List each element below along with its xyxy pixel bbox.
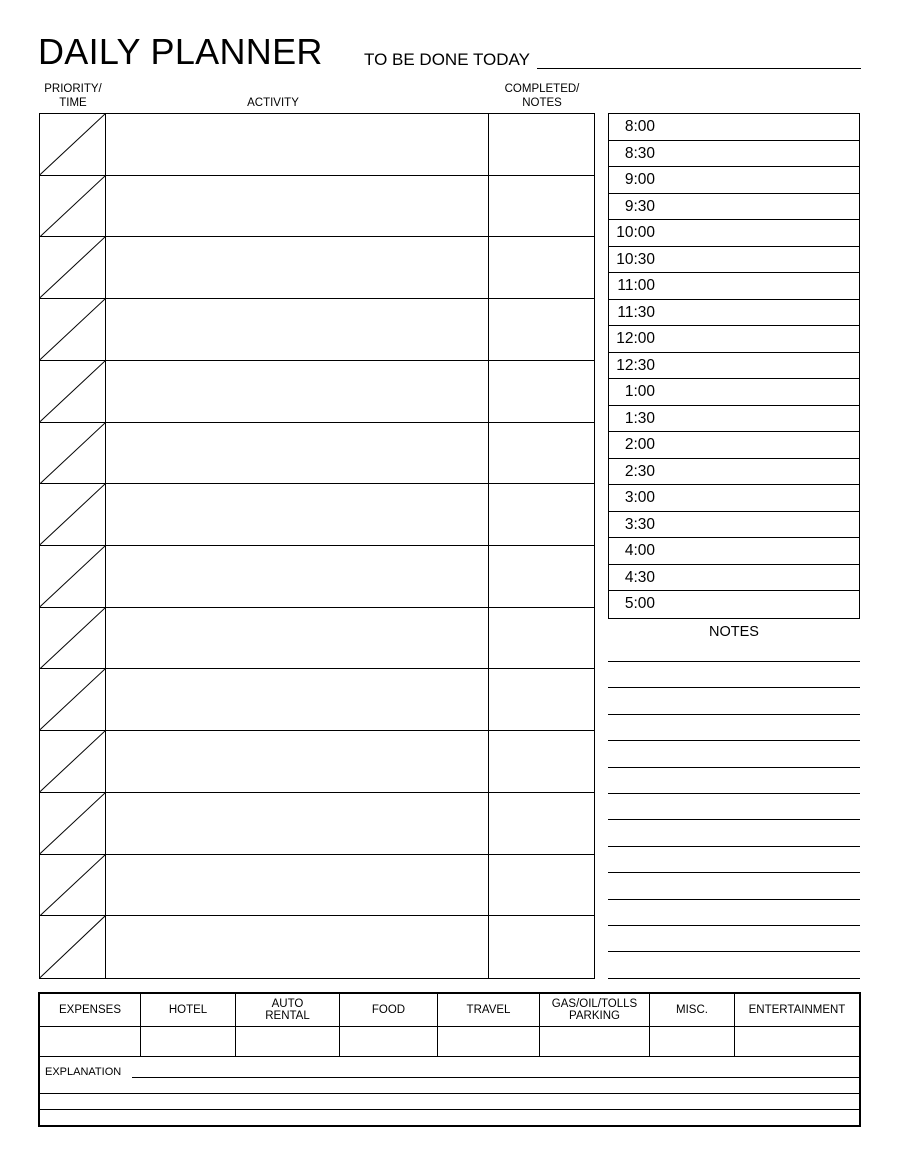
expenses-entry-row	[40, 1027, 859, 1057]
time-slot-label: 8:30	[624, 144, 655, 162]
time-slot-label: 10:00	[616, 224, 655, 241]
completed-notes-cell[interactable]	[489, 916, 594, 978]
activity-cell[interactable]	[106, 114, 489, 175]
time-slot[interactable]	[609, 565, 859, 592]
activity-row	[40, 608, 594, 670]
explanation-write-line[interactable]	[132, 1077, 859, 1078]
expense-amount-cell[interactable]	[438, 1027, 540, 1056]
completed-notes-cell[interactable]	[489, 793, 594, 854]
time-slot[interactable]	[609, 300, 859, 327]
priority-header-line1: PRIORITY/	[44, 83, 102, 95]
notes-write-line[interactable]	[608, 714, 860, 715]
time-slot[interactable]	[609, 512, 859, 539]
time-slot-label: 4:00	[624, 542, 655, 559]
activity-row	[40, 546, 594, 608]
diagonal-divider	[40, 237, 105, 298]
priority-time-cell[interactable]	[40, 176, 106, 237]
completed-notes-cell[interactable]	[489, 176, 594, 237]
activity-row	[40, 793, 594, 855]
completed-notes-cell[interactable]	[489, 546, 594, 607]
time-slot-label: 1:00	[624, 383, 655, 400]
activity-cell[interactable]	[106, 423, 489, 484]
activity-cell[interactable]	[106, 546, 489, 607]
diagonal-divider	[40, 916, 105, 978]
priority-time-cell[interactable]	[40, 423, 106, 484]
time-slot-label: 2:00	[624, 436, 655, 453]
time-slot-label: 4:30	[624, 568, 655, 586]
time-slot-label: 2:30	[624, 462, 655, 480]
activity-cell[interactable]	[106, 299, 489, 360]
notes-write-line[interactable]	[608, 899, 860, 900]
priority-time-header	[40, 82, 106, 110]
completed-notes-cell[interactable]	[489, 731, 594, 792]
priority-time-cell[interactable]	[40, 669, 106, 730]
priority-time-cell[interactable]	[40, 916, 106, 978]
expense-category-header	[650, 994, 735, 1026]
activity-table	[39, 113, 595, 979]
time-slot-label: 1:30	[624, 409, 655, 427]
time-slot[interactable]	[609, 114, 859, 141]
activity-cell[interactable]	[106, 793, 489, 854]
expense-amount-cell[interactable]	[141, 1027, 236, 1056]
activity-header: ACTIVITY	[247, 97, 299, 109]
activity-cell[interactable]	[106, 237, 489, 298]
expense-category-label: AUTO	[271, 998, 304, 1010]
activity-row	[40, 731, 594, 793]
notes-write-line[interactable]	[608, 872, 860, 873]
diagonal-divider	[40, 176, 105, 237]
activity-row	[40, 237, 594, 299]
expense-category-label: HOTEL	[168, 1004, 208, 1016]
expense-category-label: MISC.	[676, 1004, 708, 1016]
expense-category-header	[340, 994, 438, 1026]
explanation-label: EXPLANATION	[45, 1066, 122, 1078]
diagonal-divider	[40, 423, 105, 484]
time-slot[interactable]	[609, 273, 859, 300]
activity-row	[40, 916, 594, 978]
activity-cell[interactable]	[106, 361, 489, 422]
todo-write-line[interactable]	[537, 68, 861, 69]
priority-time-cell[interactable]	[40, 731, 106, 792]
time-slot[interactable]	[609, 167, 859, 194]
completed-notes-cell[interactable]	[489, 299, 594, 360]
expense-category-header	[141, 994, 236, 1026]
time-slot[interactable]	[609, 459, 859, 486]
activity-row	[40, 423, 594, 485]
priority-time-cell[interactable]	[40, 793, 106, 854]
diagonal-divider	[40, 669, 105, 730]
notes-write-line[interactable]	[608, 661, 860, 662]
time-slot-label: 11:30	[617, 303, 655, 321]
diagonal-divider	[40, 855, 105, 916]
priority-time-cell[interactable]	[40, 361, 106, 422]
expenses-table	[38, 992, 861, 1127]
time-slot-label: 3:30	[624, 515, 655, 533]
completed-header-line1: COMPLETED/	[504, 83, 580, 95]
time-slot[interactable]	[609, 326, 859, 353]
time-slot[interactable]	[609, 591, 859, 618]
notes-write-line[interactable]	[608, 740, 860, 741]
activity-cell[interactable]	[106, 484, 489, 545]
priority-time-cell[interactable]	[40, 855, 106, 916]
expense-category-label: FOOD	[371, 1004, 406, 1016]
time-slot-label: 12:00	[616, 330, 655, 347]
page-title: DAILY PLANNER	[38, 31, 323, 72]
expense-category-header	[735, 994, 859, 1026]
activity-row	[40, 176, 594, 238]
diagonal-divider	[40, 299, 105, 360]
expense-category-label: GAS/OIL/TOLLS	[551, 998, 638, 1010]
explanation-write-line[interactable]	[40, 1109, 859, 1110]
activity-cell[interactable]	[106, 669, 489, 730]
diagonal-divider	[40, 793, 105, 854]
hourly-schedule	[608, 113, 860, 619]
expense-category-label: TRAVEL	[466, 1004, 511, 1016]
completed-notes-cell[interactable]	[489, 361, 594, 422]
completed-notes-cell[interactable]	[489, 114, 594, 175]
diagonal-divider	[40, 484, 105, 545]
expenses-header-row	[40, 994, 859, 1027]
expense-amount-cell[interactable]	[340, 1027, 438, 1056]
expense-category-label-line2: PARKING	[569, 1010, 620, 1022]
time-slot[interactable]	[609, 538, 859, 565]
diagonal-divider	[40, 361, 105, 422]
completed-notes-cell[interactable]	[489, 237, 594, 298]
diagonal-divider	[40, 114, 105, 175]
expense-amount-cell[interactable]	[735, 1027, 859, 1056]
priority-time-cell[interactable]	[40, 237, 106, 298]
notes-write-line[interactable]	[608, 819, 860, 820]
activity-cell[interactable]	[106, 731, 489, 792]
time-slot[interactable]	[609, 379, 859, 406]
activity-row	[40, 669, 594, 731]
time-slot[interactable]	[609, 432, 859, 459]
expense-amount-cell[interactable]	[236, 1027, 340, 1056]
activity-row	[40, 361, 594, 423]
completed-header-line2: NOTES	[522, 97, 562, 109]
time-slot-label: 9:30	[624, 197, 655, 215]
diagonal-divider	[40, 731, 105, 792]
priority-header-line2: TIME	[59, 97, 87, 109]
notes-write-line[interactable]	[608, 793, 860, 794]
expense-category-label: EXPENSES	[59, 1004, 121, 1016]
todo-label: TO BE DONE TODAY	[364, 50, 530, 69]
activity-cell[interactable]	[106, 855, 489, 916]
priority-time-cell[interactable]	[40, 608, 106, 669]
time-slot[interactable]	[609, 220, 859, 247]
time-slot[interactable]	[609, 247, 859, 274]
completed-notes-cell[interactable]	[489, 608, 594, 669]
activity-cell[interactable]	[106, 608, 489, 669]
time-slot[interactable]	[609, 194, 859, 221]
priority-time-cell[interactable]	[40, 114, 106, 175]
time-slot[interactable]	[609, 353, 859, 380]
explanation-write-line[interactable]	[40, 1093, 859, 1094]
priority-time-cell[interactable]	[40, 484, 106, 545]
notes-write-line[interactable]	[608, 846, 860, 847]
expense-amount-cell[interactable]	[540, 1027, 650, 1056]
activity-row	[40, 299, 594, 361]
completed-notes-cell[interactable]	[489, 484, 594, 545]
time-slot-label: 11:00	[617, 277, 655, 294]
completed-notes-cell[interactable]	[489, 423, 594, 484]
time-slot[interactable]	[609, 141, 859, 168]
activity-cell[interactable]	[106, 176, 489, 237]
expense-category-label: ENTERTAINMENT	[748, 1004, 846, 1016]
notes-write-line[interactable]	[608, 951, 860, 952]
time-slot[interactable]	[609, 406, 859, 433]
expense-category-header	[236, 994, 340, 1026]
priority-time-cell[interactable]	[40, 546, 106, 607]
completed-notes-cell[interactable]	[489, 855, 594, 916]
activity-cell[interactable]	[106, 916, 489, 978]
time-slot-label: 8:00	[624, 118, 655, 135]
activity-row	[40, 114, 594, 176]
notes-write-line[interactable]	[608, 767, 860, 768]
notes-label: NOTES	[709, 624, 759, 640]
expense-category-header	[438, 994, 540, 1026]
expense-category-header	[540, 994, 650, 1026]
time-slot-label: 10:30	[616, 250, 655, 268]
activity-row	[40, 484, 594, 546]
notes-write-line[interactable]	[608, 978, 860, 979]
expense-amount-cell[interactable]	[40, 1027, 141, 1056]
notes-write-line[interactable]	[608, 687, 860, 688]
completed-notes-cell[interactable]	[489, 669, 594, 730]
notes-write-line[interactable]	[608, 925, 860, 926]
diagonal-divider	[40, 608, 105, 669]
time-slot[interactable]	[609, 485, 859, 512]
activity-row	[40, 855, 594, 917]
time-slot-label: 9:00	[624, 171, 655, 188]
time-slot-label: 3:00	[624, 489, 655, 506]
completed-notes-header	[488, 82, 596, 110]
expense-category-label-line2: RENTAL	[265, 1010, 310, 1022]
priority-time-cell[interactable]	[40, 299, 106, 360]
time-slot-label: 12:30	[616, 356, 655, 374]
diagonal-divider	[40, 546, 105, 607]
expense-amount-cell[interactable]	[650, 1027, 735, 1056]
expense-category-header	[40, 994, 141, 1026]
time-slot-label: 5:00	[624, 595, 655, 612]
